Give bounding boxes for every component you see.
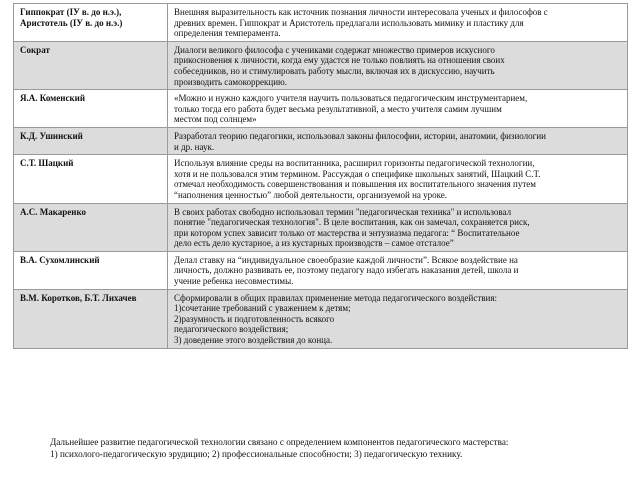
footnote-line: 1) психолого-педагогическую эрудицию; 2) профессиональные способности; 3) педагогическую технику. [50,449,463,459]
description-cell [168,41,628,89]
name-line: Сократ [20,44,50,55]
name-line: В.М. Коротков, Б.Т. Лихачев [20,292,137,303]
text-line: педагогического воздействия; [174,324,289,335]
educator-name-cell [14,289,168,348]
text-line: Диалоги великого философа с учениками содержат множество примеров искусного [174,44,495,55]
text-line: производить самокоррекцию. [174,76,287,87]
text-line: “наполнения ценностью” любой деятельности, организуемой на уроке. [174,189,448,200]
educators-table [13,3,628,349]
educator-name-cell [14,155,168,203]
text-line: при котором успех зависит только от мастерства и энтузиазма педагога: “ Воспитательное [174,227,520,238]
description-cell [168,90,628,128]
text-line: Сформировали в общих правилах применение метода педагогического воздействия: [174,292,497,303]
text-line: учение ребенка несовместимы. [174,276,294,287]
name-line: Аристотель (IУ в. до н.э.) [20,17,123,28]
text-line: и др. наук. [174,141,215,152]
footnote-paragraph [50,436,625,460]
description-cell [168,203,628,251]
text-line: древних времен. Гиппократ и Аристотель предлагали использовать мимику и пластику для [174,17,524,28]
name-line: В.А. Сухомлинский [20,254,100,265]
text-line: Делал ставку на “индивидуальное своеобразие каждой личности”. Всякое воздействие на [174,254,518,265]
table-row [14,127,628,154]
educator-name-cell [14,4,168,42]
text-line: прикосновения к личности, когда ему удастся не только повлиять на отношения своих [174,55,505,66]
name-line: Гиппократ (IУ в. до н.э.), [20,7,122,17]
text-line: определения темперамента. [174,28,281,39]
text-line: дело есть дело кустарное, а из кустарных производств – самое отсталое” [174,238,454,249]
text-line: 2)разумность и подготовленность всякого [174,313,335,324]
text-line: хотя и не пользовался этим термином. Рассуждая о специфике школьных занятий, Шацкий С.Т. [174,168,541,179]
educator-name-cell [14,90,168,128]
text-line: Разработал теорию педагогики, использовал законы философии, истории, анатомии, физиологии [174,130,546,141]
text-line: «Можно и нужно каждого учителя научить пользоваться педагогическим инструментарием, [174,93,528,104]
table-row [14,4,628,42]
text-line: личность, должно развивать ее, поэтому педагогу надо избегать наказания детей, школа и [174,265,519,276]
text-line: 1)сочетание требований с уважением к детям; [174,303,351,314]
text-line: собеседников, но и стимулировать работу мысли, включая их в дискуссию, научить [174,65,495,76]
text-line: В своих работах свободно использовал термин "педагогическая техника" и использовал [174,206,512,217]
text-line: Внешняя выразительность как источник познания личности интересовала ученых и философов с [174,7,548,17]
text-line: Используя влияние среды на воспитанника, расширил горизонты педагогической технологии, [174,158,535,169]
name-line: К.Д. Ушинский [20,130,83,141]
table-row [14,203,628,251]
educator-name-cell [14,41,168,89]
educator-name-cell [14,251,168,289]
table-row [14,289,628,348]
description-cell [168,155,628,203]
educator-name-cell [14,203,168,251]
name-line: Я.А. Коменский [20,93,86,104]
table-row [14,90,628,128]
educator-name-cell [14,127,168,154]
description-cell [168,289,628,348]
text-line: местом под солнцем» [174,114,257,125]
description-cell [168,251,628,289]
table-row [14,251,628,289]
description-cell [168,4,628,42]
description-cell [168,127,628,154]
text-line: только тогда его работа будет весьма результативной, а место учителя самим лучшим [174,103,502,114]
text-line: отмечал необходимость совершенствования и повышения их воспитательного значения путем [174,179,536,190]
table-row [14,155,628,203]
name-line: А.С. Макаренко [20,206,87,217]
name-line: С.Т. Шацкий [20,158,74,169]
footnote-line: Дальнейшее развитие педагогической технологии связано с определением компонентов педагогического мастерства: [50,437,509,447]
table-body [14,4,628,349]
text-line: 3) доведение этого воздействия до конца. [174,335,333,346]
text-line: понятие "педагогическая технология". В целе воспитания, как он замечал, сохраняется риск, [174,217,530,228]
table-row [14,41,628,89]
